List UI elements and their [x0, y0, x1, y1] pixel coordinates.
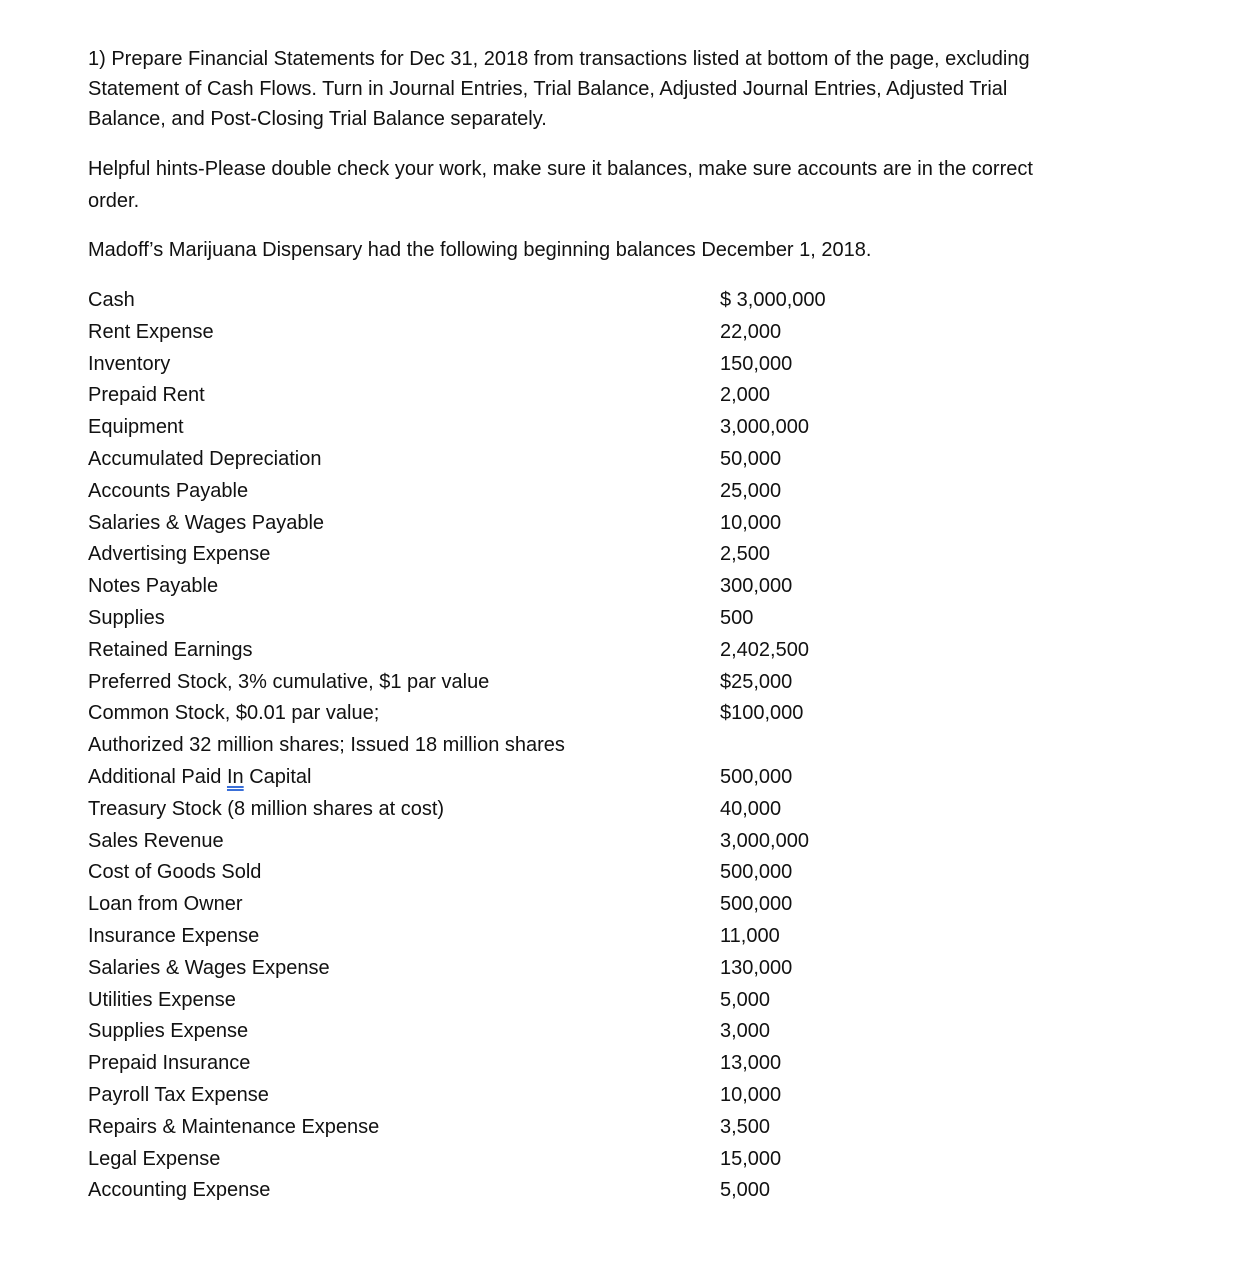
account-name: Rent Expense: [88, 320, 214, 343]
account-name: Supplies: [88, 606, 165, 629]
account-name: Prepaid Rent: [88, 384, 205, 407]
balance-row-prepaid-insurance: [88, 1048, 988, 1080]
account-name: Utilities Expense: [88, 988, 236, 1011]
account-name: Loan from Owner: [88, 893, 243, 916]
balance-row-salaries-wages-payable: [88, 508, 988, 540]
account-amount: 130,000: [720, 956, 793, 979]
account-amount: 10,000: [720, 1083, 782, 1106]
account-name: Insurance Expense: [88, 924, 260, 947]
account-amount: 11,000: [720, 924, 780, 947]
balance-row-common-stock: [88, 698, 988, 730]
balance-row-additional-paid-in-capital: [88, 762, 988, 794]
account-name: Authorized 32 million shares; Issued 18 million shares: [88, 734, 565, 757]
balance-row-loan-from-owner: [88, 889, 988, 921]
account-name: Legal Expense: [88, 1147, 221, 1170]
grammar-check-underline[interactable]: In: [226, 765, 244, 788]
balance-row-utilities-expense: [88, 985, 988, 1017]
account-name: Supplies Expense: [88, 1020, 249, 1043]
account-name: Payroll Tax Expense: [88, 1083, 269, 1106]
account-amount: 300,000: [720, 575, 793, 598]
balance-row-sales-revenue: [88, 826, 988, 858]
account-name: Repairs & Maintenance Expense: [88, 1115, 380, 1138]
account-amount: 3,000,000: [720, 829, 809, 852]
balance-row-cost-of-goods-sold: [88, 857, 988, 889]
balance-row-supplies: [88, 603, 988, 635]
account-name: Cost of Goods Sold: [88, 861, 262, 884]
balance-row-rent-expense: [88, 317, 988, 349]
account-amount: $25,000: [720, 670, 793, 693]
account-name: Accumulated Depreciation: [88, 447, 322, 470]
balance-row-legal-expense: [88, 1144, 988, 1176]
balance-row-common-stock-shares-note: [88, 730, 988, 762]
balance-row-accumulated-depreciation: [88, 444, 988, 476]
account-name: Common Stock, $0.01 par value;: [88, 702, 380, 725]
balance-row-preferred-stock: [88, 667, 988, 699]
account-amount: 2,000: [720, 384, 771, 407]
account-name: Sales Revenue: [88, 829, 224, 852]
account-name: Accounting Expense: [88, 1179, 271, 1202]
balance-row-cash: [88, 285, 988, 317]
account-amount: 5,000: [720, 1179, 771, 1202]
account-name: Preferred Stock, 3% cumulative, $1 par value: [88, 670, 490, 693]
task-instructions: 1) Prepare Financial Statements for Dec 31, 2018 from transactions listed at bottom of the page, excluding Statement of Cash Flows. Turn in Journal Entries, Trial Balance, Adjusted Journal Entries, Adjusted Trial Balance, and Post-Closing Trial Balance separately.: [88, 48, 1030, 130]
account-amount: $100,000: [720, 702, 804, 725]
account-amount: 2,402,500: [720, 638, 809, 661]
account-amount: 5,000: [720, 988, 771, 1011]
account-name: Accounts Payable: [88, 479, 249, 502]
account-amount: 500,000: [720, 893, 793, 916]
account-amount: 50,000: [720, 447, 782, 470]
balance-row-treasury-stock: [88, 794, 988, 826]
balance-row-payroll-tax-expense: [88, 1080, 988, 1112]
account-name: Equipment: [88, 416, 184, 439]
account-amount: $ 3,000,000: [720, 289, 826, 311]
balance-row-advertising-expense: [88, 539, 988, 571]
account-name: Salaries & Wages Payable: [88, 511, 325, 534]
account-name: Salaries & Wages Expense: [88, 956, 330, 979]
account-amount: 22,000: [720, 320, 782, 343]
balance-row-notes-payable: [88, 571, 988, 603]
account-name: Notes Payable: [88, 575, 219, 598]
balance-row-accounting-expense: [88, 1175, 988, 1207]
account-name: Prepaid Insurance: [88, 1052, 251, 1075]
balance-row-accounts-payable: [88, 476, 988, 508]
account-amount: 3,500: [720, 1115, 771, 1138]
account-amount: 500: [720, 606, 754, 629]
account-name: Advertising Expense: [88, 543, 271, 566]
account-amount: 10,000: [720, 511, 782, 534]
balance-row-equipment: [88, 412, 988, 444]
account-name-part: Capital: [243, 765, 312, 788]
balance-row-repairs-maintenance-expense: [88, 1112, 988, 1144]
balance-row-salaries-wages-expense: [88, 953, 988, 985]
balance-row-prepaid-rent: [88, 380, 988, 412]
balance-row-insurance-expense: [88, 921, 988, 953]
account-amount: 15,000: [720, 1147, 782, 1170]
balance-row-inventory: [88, 349, 988, 381]
balances-intro: Madoff’s Marijuana Dispensary had the following beginning balances December 1, 2018.: [88, 239, 872, 261]
account-amount: 500,000: [720, 861, 793, 884]
balance-row-supplies-expense: [88, 1016, 988, 1048]
account-name-part: Additional Paid: [88, 765, 227, 788]
beginning-balances-list: [88, 285, 988, 1207]
account-amount: 150,000: [720, 352, 793, 375]
account-name: Inventory: [88, 352, 171, 375]
balance-row-retained-earnings: [88, 635, 988, 667]
account-name: [88, 762, 311, 794]
helpful-hints: Helpful hints-Please double check your work, make sure it balances, make sure accounts are in the correct order.: [88, 158, 1033, 212]
account-amount: 2,500: [720, 543, 771, 566]
account-amount: 40,000: [720, 797, 782, 820]
account-name: Cash: [88, 289, 135, 311]
account-amount: 25,000: [720, 479, 782, 502]
account-amount: 500,000: [720, 765, 793, 788]
account-name: Treasury Stock (8 million shares at cost): [88, 797, 445, 820]
account-amount: 3,000: [720, 1020, 771, 1043]
account-name: Retained Earnings: [88, 638, 253, 661]
account-amount: 3,000,000: [720, 416, 809, 439]
account-amount: 13,000: [720, 1052, 782, 1075]
